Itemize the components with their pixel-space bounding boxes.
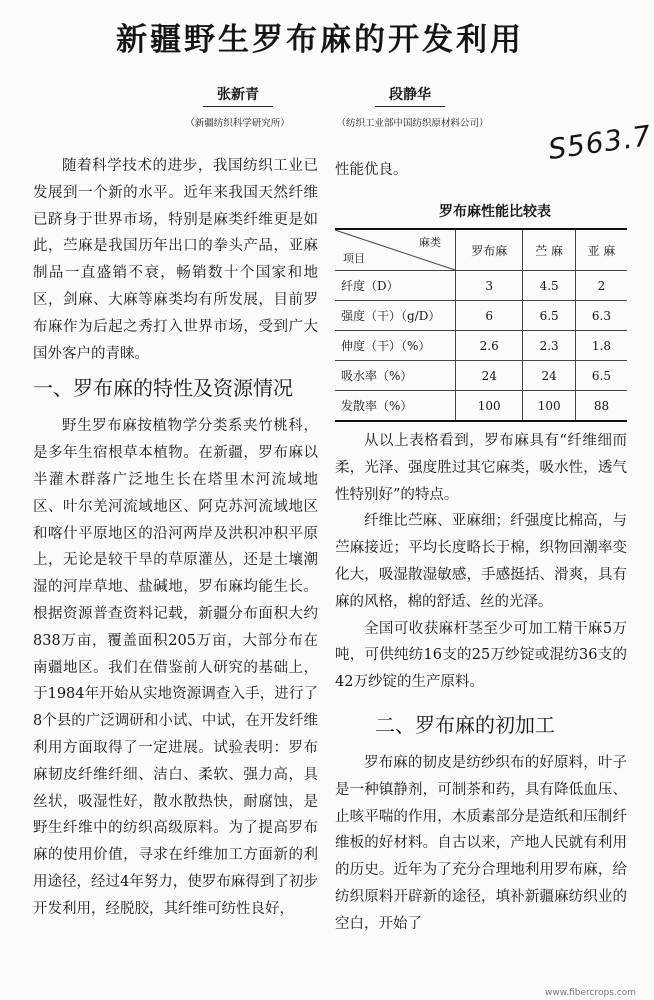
body-paragraph: 纤维比苎麻、亚麻细；纤强度比棉高，与苎麻接近；平均长度略长于棉，织物回潮率变化大，吸湿散湿敏感，手感挺括、滑爽，具有麻的风格，棉的舒适、丝的光泽。: [335, 513, 627, 610]
table-row: [335, 391, 627, 422]
table-row: [335, 301, 627, 331]
corner-bottom-label: 项目: [343, 252, 365, 265]
table-cell: 100: [523, 391, 576, 422]
row-label: 吸水率（%）: [335, 361, 456, 391]
author-2: [355, 84, 465, 110]
handwritten-annotation: S563.7: [546, 118, 654, 167]
corner-top-label: 麻类: [419, 236, 441, 249]
table-cell: 3: [456, 271, 523, 301]
author-underline: [203, 106, 273, 107]
table-row: [335, 331, 627, 361]
table-cell: 24: [523, 361, 576, 391]
table-row: [335, 271, 627, 301]
continued-text: 性能优良。: [335, 162, 408, 178]
table-cell: 2.6: [456, 331, 523, 361]
column-header: 苎 麻: [523, 229, 576, 271]
table-cell: 2.3: [523, 331, 576, 361]
author-1: [178, 84, 298, 110]
performance-table: [335, 228, 627, 422]
right-column: [335, 428, 627, 938]
author-name: 张新青: [217, 87, 259, 103]
table-header-row: [335, 229, 627, 271]
row-label: 伸度（干）（%）: [335, 331, 456, 361]
table-cell: 100: [456, 391, 523, 422]
body-paragraph: 从以上表格看到，罗布麻具有“纤维细而柔，光泽、强度胜过其它麻类，吸水性，透气性特别好”的特点。: [335, 433, 627, 503]
author-name: 段静华: [389, 87, 431, 103]
watermark: www.fibercrops.com: [545, 988, 636, 998]
body-paragraph: 野生罗布麻按植物学分类系夹竹桃科，是多年生宿根草本植物。在新疆，罗布麻以半灌木群落广泛地生长在塔里木河流域地区、叶尔羌河流域地区、阿克苏河流域地区和喀什平原地区的沿河两岸及洪积冲积平原上，无论是较干旱的草原灌丛，还是土壤潮湿的河岸草地、盐碱地，罗布麻均能生长。根据资源普查资料记载，新疆分布面积大约838万亩，覆盖面积205万亩，大部分布在南疆地区。我们在借鉴前人研究的基础上，于1984年开始从实地资源调查入手，进行了8个县的广泛调研和小试、中试，在开发纤维利用方面取得了一定进展。试验表明：罗布麻韧皮纤维纤细、洁白、柔软、强力高，具丝状，吸湿性好，散水散热快，耐腐蚀，是野生纤维中的纺织高级原料。为了提高罗布麻的使用价值，寻求在纤维加工方面新的利用途径，经过4年努力，使罗布麻得到了初步开发利用，经脱胶，其纤维可纺性良好，: [33, 418, 318, 917]
table-cell: 6.5: [523, 301, 576, 331]
column-header: 罗布麻: [456, 229, 523, 271]
table-cell: 4.5: [523, 271, 576, 301]
row-label: 强度（干）（g/D）: [335, 301, 456, 331]
left-column: [33, 153, 318, 923]
section-heading: 二、罗布麻的初加工: [375, 712, 555, 737]
author-affiliation: （纺织工业部中国纺织原材料公司）: [336, 118, 489, 129]
table-cell: 6.3: [575, 301, 627, 331]
table-cell: 2: [575, 271, 627, 301]
table-cell: 88: [575, 391, 627, 422]
article-title: 新疆野生罗布麻的开发利用: [116, 22, 524, 58]
table-row: [335, 361, 627, 391]
table-corner-cell: [335, 229, 456, 271]
table-cell: 6.5: [575, 361, 627, 391]
body-paragraph: 罗布麻的韧皮是纺纱织布的好原料，叶子是一种镇静剂，可制茶和药，具有降低血压、止咳平喘的作用，木质素部分是造纸和压制纤维板的好材料。自古以来，产地人民就有利用的历史。近年为了充分合理地利用罗布麻，给纺织原料开辟新的途径，填补新疆麻纺织业的空白，开始了: [335, 754, 627, 932]
table-cell: 24: [456, 361, 523, 391]
column-header: 亚 麻: [575, 229, 627, 271]
body-paragraph: 全国可收获麻杆茎至少可加工精干麻5万吨，可供纯纺16支的25万纱锭或混纺36支的42万纱锭的生产原料。: [335, 620, 627, 691]
table-cell: 1.8: [575, 331, 627, 361]
table-title: 罗布麻性能比较表: [439, 204, 551, 220]
row-label: 纤度（D）: [335, 271, 456, 301]
table-cell: 6: [456, 301, 523, 331]
row-label: 发散率（%）: [335, 391, 456, 422]
intro-paragraph: 随着科学技术的进步，我国纺织工业已发展到一个新的水平。近年来我国天然纤维已跻身于世界市场，特别是麻类纤维更是如此，苎麻是我国历年出口的拳头产品，亚麻制品一直盛销不衰，畅销数十个国家和地区，剑麻、大麻等麻类均有所发展，目前罗布麻作为后起之秀打入世界市场，受到广大国外客户的青睐。: [33, 158, 318, 362]
section-heading: 一、罗布麻的特性及资源情况: [33, 376, 293, 401]
author-affiliation: （新疆纺织科学研究所）: [185, 118, 290, 129]
author-underline: [375, 106, 445, 107]
